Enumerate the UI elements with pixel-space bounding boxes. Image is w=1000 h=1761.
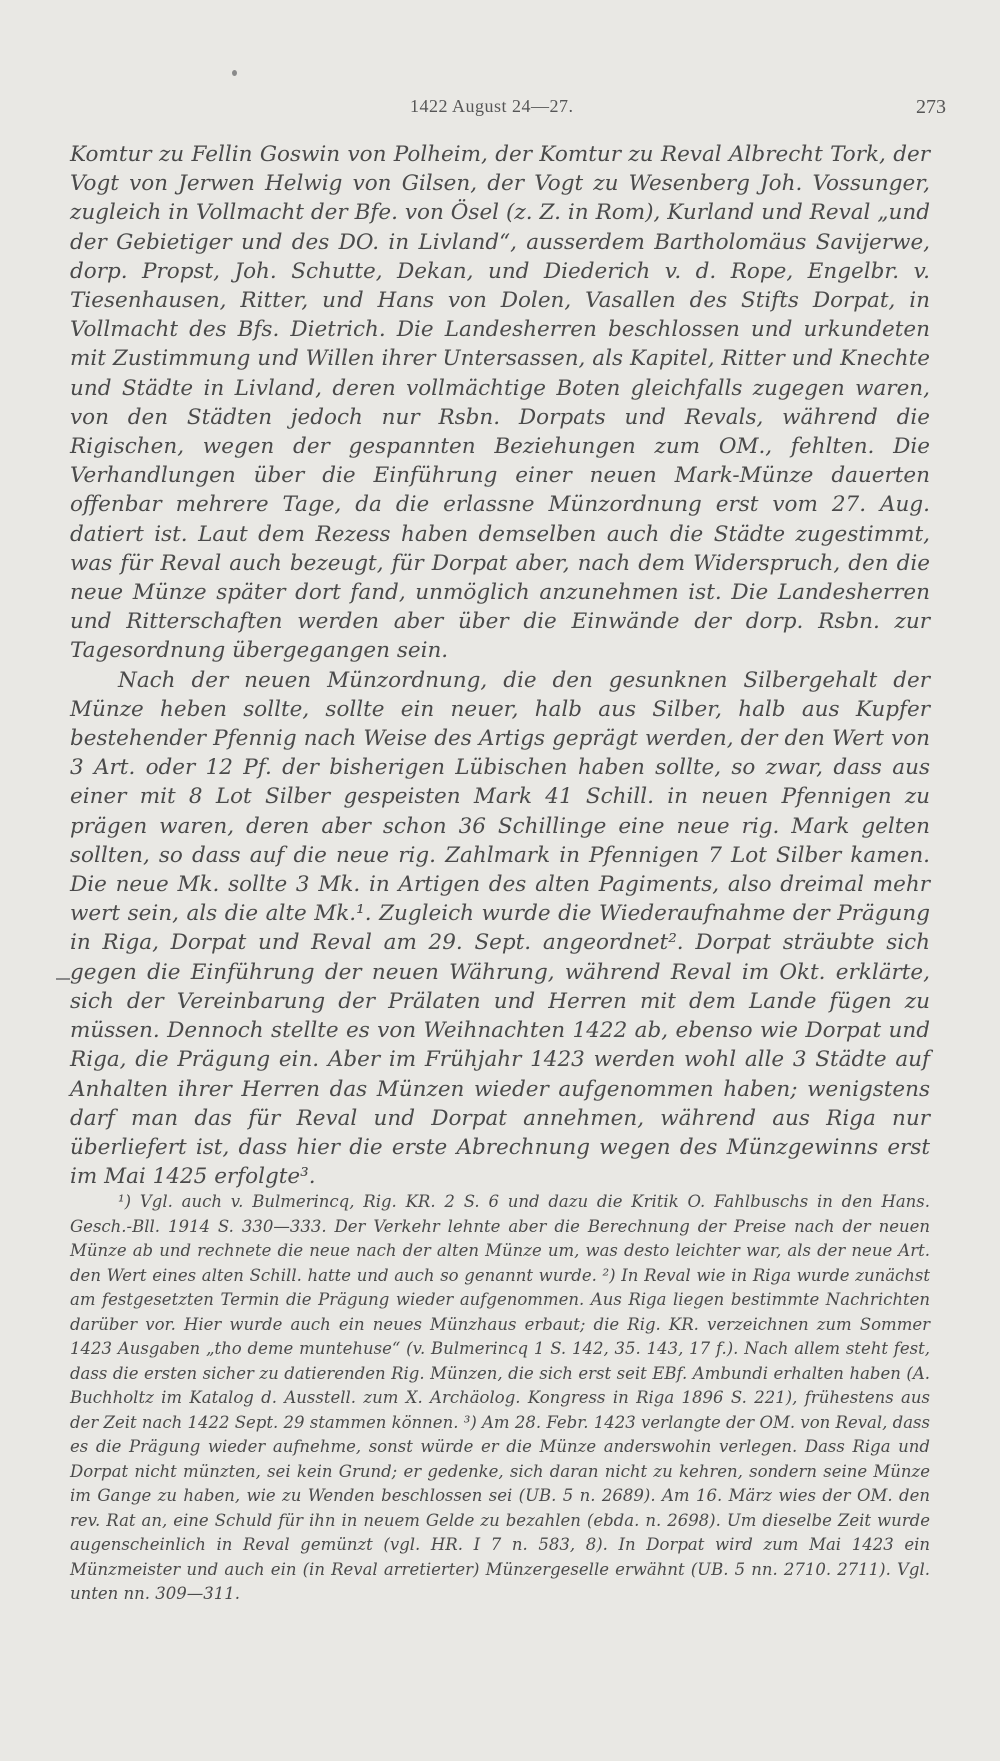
body-paragraph-1: Komtur zu Fellin Goswin von Polheim, der Komtur zu Reval Albrecht Tork, der Vogt von Jerwen Helwig von Gilsen, der Vogt zu Wesenberg Joh. Vossunger, zugleich in Vollmacht der Bfe. von Ösel (z. Z. in Rom), Kurland und Reval „und der Gebietiger und des DO. in Livland“, ausserdem Bartholomäus Savijerwe, dorp. Propst, Joh. Schutte, Dekan, und Diederich v. d. Rope, Engelbr. v. Tiesenhausen, Ritter, und Hans von Dolen, Vasallen des Stifts Dorpat, in Vollmacht des Bfs. Dietrich. Die Landesherren beschlossen und urkundeten mit Zustimmung und Willen ihrer Untersassen, als Kapitel, Ritter und Knechte und Städte in Livland, deren vollmächtige Boten gleichfalls zugegen waren, von den Städten jedoch nur Rsbn. Dorpats und Revals, während die Rigischen, wegen der gespannten Beziehungen zum OM., fehlten. Die Verhandlungen über die Einführung einer neuen Mark-Münze dauerten offenbar mehrere Tage, da die erlassne Münzordnung erst vom 27. Aug. datiert ist. Laut dem Rezess haben demselben auch die Städte zugestimmt, was für Reval auch bezeugt, für Dorpat aber, nach dem Widerspruch, den die neue Münze später dort fand, unmöglich anzunehmen ist. Die Landesherren und Ritterschaften werden aber über die Einwände der dorp. Rsbn. zur Tagesordnung übergegangen sein. <box>70 142 930 664</box>
footnotes <box>70 1190 930 1607</box>
footnote-text: ¹) Vgl. auch v. Bulmerincq, Rig. KR. 2 S. 6 und dazu die Kritik O. Fahlbuschs in den Hans. Gesch.-Bll. 1914 S. 330—333. Der Verkehr lehnte aber die Berechnung der Preise nach der neuen Münze ab und rechnete die neue nach der alten Münze um, was desto leichter war, als der neue Art. den Wert eines alten Schill. hatte und auch so genannt wurde. ²) In Reval wie in Riga wurde zunächst am festgesetzten Termin die Prägung wieder aufgenommen. Aus Riga liegen bestimmte Nachrichten darüber vor. Hier wurde auch ein neues Münzhaus erbaut; die Rig. KR. verzeichnen zum Sommer 1423 Ausgaben „tho deme muntehuse“ (v. Bulmerincq 1 S. 142, 35. 143, 17 f.). Nach allem steht fest, dass die ersten sicher zu datierenden Rig. Münzen, die sich erst seit EBf. Ambundi erhalten haben (A. Buchholtz im Katalog d. Ausstell. zum X. Archäolog. Kongress in Riga 1896 S. 221), frühestens aus der Zeit nach 1422 Sept. 29 stammen können. ³) Am 28. Febr. 1423 verlangte der OM. von Reval, dass es die Prägung wieder aufnehme, sonst würde er die Münze anderswohin verlegen. Dass Riga und Dorpat nicht münzten, sei kein Grund; er gedenke, sich daran nicht zu kehren, sondern seine Münze im Gange zu haben, wie zu Wenden beschlossen sei (UB. 5 n. 2689). Am 16. März wies der OM. den rev. Rat an, eine Schuld für ihn in neuem Gelde zu bezahlen (ebda. n. 2698). Um dieselbe Zeit wurde augenscheinlich in Reval gemünzt (vgl. HR. I 7 n. 583, 8). In Dorpat wird zum Mai 1423 ein Münzmeister und auch ein (in Reval arretierter) Münzergeselle erwähnt (UB. 5 nn. 2710. 2711). Vgl. unten nn. 309—311. <box>70 1192 930 1603</box>
margin-mark <box>56 978 70 980</box>
page-header <box>70 92 946 128</box>
running-head: 1422 August 24—27. <box>410 96 574 116</box>
body-paragraph-2: Nach der neuen Münzordnung, die den gesunknen Silbergehalt der Münze heben sollte, sollte ein neuer, halb aus Silber, halb aus Kupfer bestehender Pfennig nach Weise des Artigs geprägt werden, der den Wert von 3 Art. oder 12 Pf. der bisherigen Lübischen haben sollte, so zwar, dass aus einer mit 8 Lot Silber gespeisten Mark 41 Schill. in neuen Pfennigen zu prägen waren, deren aber schon 36 Schillinge eine neue rig. Mark gelten sollten, so dass auf die neue rig. Zahlmark in Pfennigen 7 Lot Silber kamen. Die neue Mk. sollte 3 Mk. in Artigen des alten Pagiments, also dreimal mehr wert sein, als die alte Mk.¹. Zugleich wurde die Wiederaufnahme der Prägung in Riga, Dorpat und Reval am 29. Sept. angeordnet². Dorpat sträubte sich gegen die Einführung der neuen Währung, während Reval im Okt. erklärte, sich der Vereinbarung der Prälaten und Herren mit dem Lande fügen zu müssen. Dennoch stellte es von Weihnachten 1422 ab, ebenso wie Dorpat und Riga, die Prägung ein. Aber im Frühjahr 1423 werden wohl alle 3 Städte auf Anhalten ihrer Herren das Münzen wieder aufgenommen haben; wenigstens darf man das für Reval und Dorpat annehmen, während aus Riga nur überliefert ist, dass hier die erste Abrechnung wegen des Münzgewinns erst im Mai 1425 erfolgte³. <box>70 667 930 1190</box>
print-speck <box>232 70 237 76</box>
page-number: 273 <box>916 96 946 118</box>
main-text <box>70 140 930 1191</box>
